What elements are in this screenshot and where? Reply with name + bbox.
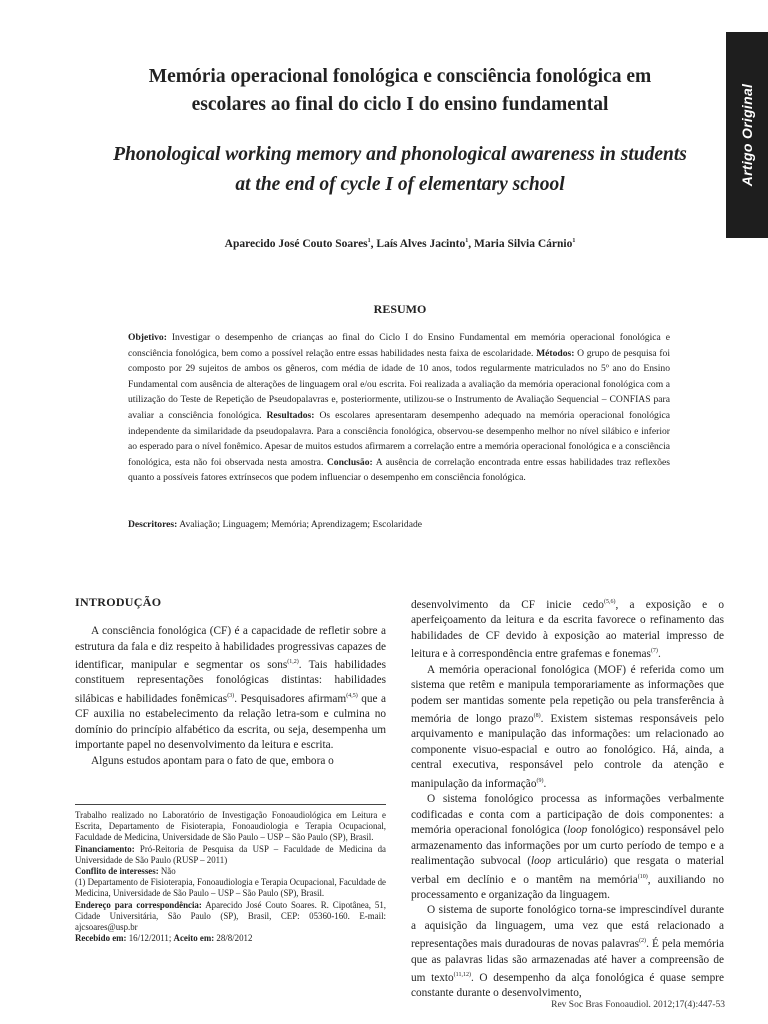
descriptors [128, 519, 670, 530]
funding-label: Financiamento: [75, 843, 135, 854]
article-type-tab [726, 32, 768, 238]
text-run: . É pela memória que as palavras lidas são armazenadas até haver a compreensão de um texto [411, 938, 724, 984]
citation-sup: (1,2) [287, 659, 299, 665]
footnote-divider [75, 804, 386, 805]
text-run: . Tais habilidades constituem representações fonológicas distintas: habilidades silábicas e habilidades fonêmicas [75, 658, 386, 705]
intro-paragraph-4 [411, 792, 724, 903]
citation-sup: (5,6) [603, 599, 616, 605]
intro-paragraph-1 [75, 624, 386, 754]
title-portuguese: Memória operacional fonológica e consciência fonológica em escolares ao final do ciclo I do ensino fundamental [148, 66, 652, 115]
footnote-address [75, 900, 386, 934]
text-run: que a CF auxilia no estabelecimento da relação letra-som e culmina no domínio do princípio alfabético da escrita, ou seja, desempenha um importante papel no desenvolvimento da leitura e escrita. [75, 692, 386, 752]
author-affiliation-sup: 1 [367, 238, 371, 245]
abstract-text [128, 330, 670, 486]
author-name: Aparecido José Couto Soares [224, 238, 368, 250]
abstract-heading: RESUMO [373, 302, 427, 316]
italic-term: loop [530, 855, 552, 868]
footnote-dates [75, 933, 386, 944]
authors-line [110, 238, 690, 250]
intro-paragraph-2-continued [411, 595, 724, 663]
funding-text: Pró-Reitoria de Pesquisa da USP – Faculdade de Medicina da Universidade de São Paulo (RUSP – 2011) [75, 843, 386, 865]
author-name: Laís Alves Jacinto [376, 238, 466, 250]
intro-paragraph-2: Alguns estudos apontam para o fato de que, embora o [91, 754, 334, 767]
conflict-label: Conflito de interesses: [75, 866, 159, 877]
footnote-affiliation: (1) Departamento de Fisioterapia, Fonoaudiologia e Terapia Ocupacional, Faculdade de Medicina, Universidade de São Paulo – USP – São Paulo (SP), Brasil. [75, 877, 386, 899]
text-run: . Existem sistemas responsáveis pelo arquivamento e manipulação das informações: um relacionado ao componente visuo-espacial e outro ao fonológico. Há, ainda, a central executiva, responsável pelo controle da atenção e manipulação da informação [411, 712, 724, 790]
conflict-text: Não [158, 866, 176, 877]
author-affiliation-sup: 1 [572, 238, 576, 245]
introduction-heading: INTRODUÇÃO [75, 595, 162, 609]
text-run: fonológico) responsável pelo armazenamento das informações por um curto período de tempo e a realimentação subvocal ( [411, 824, 724, 868]
right-column [411, 595, 724, 1002]
text-run: O sistema fonológico processa as informações verbalmente codificadas e conta com a participação de dois componentes: a memória operacional fonológica ( [411, 793, 724, 837]
citation-sup: (8) [533, 713, 541, 720]
accepted-label: Aceito em: [173, 933, 215, 944]
footnote-work-origin: Trabalho realizado no Laboratório de Investigação Fonoaudiológica em Leitura e Escrita, Departamento de Fisioterapia, Fonoaudiologia e Terapia Ocupacional, Faculdade de Medicina, Universidade de São Paulo – USP – São Paulo (SP), Brasil. [75, 810, 386, 843]
author-affiliation-sup: 1 [465, 238, 469, 245]
text-run: . Pesquisadores afirmam [234, 692, 347, 705]
text-run: . [543, 777, 547, 790]
objetivo-text: Investigar o desempenho de crianças ao final do Ciclo I do Ensino Fundamental em memória operacional fonológica e consciência fonológica, bem como a possível relação entre essas habilidades nesta faixa de escolaridade. [128, 332, 670, 359]
citation-sup: (11,12) [453, 972, 471, 979]
text-run: . O desempenho da alça fonológica é quase sempre constante durante o desenvolvimento, [411, 971, 724, 1000]
author-separator: , [468, 238, 474, 250]
text-run: , auxiliando no processamento e organização da linguagem. [411, 873, 724, 901]
text-run: A consciência fonológica (CF) é a capacidade de refletir sobre a estrutura da fala e diz respeito à habilidades progressivas capazes de identificar, manipular e segmentar os sons [75, 625, 386, 671]
text-run: desenvolvimento da CF inicie cedo [411, 598, 604, 611]
article-type-label: Artigo Original [739, 83, 755, 187]
resultados-text: Os escolares apresentaram desempenho adequado na memória operacional fonológica independente da similaridade da pseudopalavra. Para a consciência fonológica, observou-se desempenho melhor no nível silábico e inferior ao esperado para o nível fonêmico. Apesar de muitos estudos afirmarem a correlação entre a memória operacional fonológica e a consciência fonológica, esta não foi observada nesta amostra. [128, 409, 670, 468]
address-text: Aparecido José Couto Soares. R. Cipotânea, 51, Cidade Universitária, São Paulo (SP), Brasil, CEP: 05360-160. E-mail: ajcsoares@usp.br [75, 899, 387, 933]
footnote-conflict [75, 866, 386, 877]
author-name: Maria Silvia Cárnio [473, 238, 573, 250]
resultados-label: Resultados: [266, 409, 315, 421]
received-label: Recebido em: [75, 933, 127, 944]
objetivo-label: Objetivo: [128, 332, 167, 343]
journal-citation: Rev Soc Bras Fonoaudiol. 2012;17(4):447-53 [551, 1000, 725, 1010]
conclusao-label: Conclusão: [326, 456, 373, 468]
received-text: 16/12/2011; [126, 933, 174, 944]
author-separator: , [370, 238, 377, 250]
citation-sup: (9) [536, 777, 544, 784]
footnote-funding [75, 844, 386, 866]
descritores-text: Avaliação; Linguagem; Memória; Aprendizagem; Escolaridade [177, 519, 423, 530]
citation-sup: (3) [227, 692, 235, 699]
citation-sup: (4,5) [346, 692, 358, 699]
title-english: Phonological working memory and phonological awareness in students at the end of cycle I of elementary school [113, 144, 687, 195]
address-label: Endereço para correspondência: [75, 899, 202, 910]
metodos-text: O grupo de pesquisa foi composto por 29 sujeitos de ambos os gêneros, com média de idade de 10 anos, todos regularmente matriculados no 5º ano do Ensino Fundamental com ausência de alterações de linguagem oral e/ou escrita. Foi realizada a avaliação da memória operacional fonológica com a utilização do Teste de Repetição de Pseudopalavras e, posteriormente, utilizou-se o Instrumento de Avaliação Sequencial – CONFIAS para avaliar a consciência fonológica. [128, 347, 670, 421]
metodos-label: Métodos: [536, 347, 575, 359]
text-run: O sistema de suporte fonológico torna-se imprescindível durante a aquisição da linguagem, uma vez que está relacionado a representações mais duradouras de novas palavras [411, 904, 724, 951]
text-run: A memória operacional fonológica (MOF) é referida como um sistema que retêm e manipula temporariamente as informações que podem ser mantidas somente pela repetição ou pela transferência à memória de longo prazo [411, 663, 724, 725]
accepted-text: 28/8/2012 [214, 933, 253, 944]
left-column [75, 595, 386, 769]
citation-sup: (2) [639, 938, 647, 945]
citation-sup: (7) [650, 648, 658, 655]
intro-paragraph-5 [411, 903, 724, 1002]
intro-paragraph-3 [411, 663, 724, 793]
italic-term: loop [567, 824, 588, 837]
descritores-label: Descritores: [128, 519, 178, 530]
text-run: . [657, 648, 661, 661]
text-run: , a exposição e o aperfeiçoamento da leitura e da escrita favorece o refinamento das habilidades de CF devido à exposição ao material impresso de leitura e à correspondência entre grafemas e fonemas [411, 598, 724, 661]
footnotes [75, 810, 386, 944]
text-run: articulário) que resgata o material verbal em declínio e o mantêm na memória [411, 855, 724, 886]
conclusao-text: A ausência de correlação encontrada entre essas habilidades traz reflexões quanto a possíveis fatores extrínsecos que podem influenciar o desempenho em consciência fonológica. [128, 456, 670, 484]
citation-sup: (10) [637, 873, 648, 880]
